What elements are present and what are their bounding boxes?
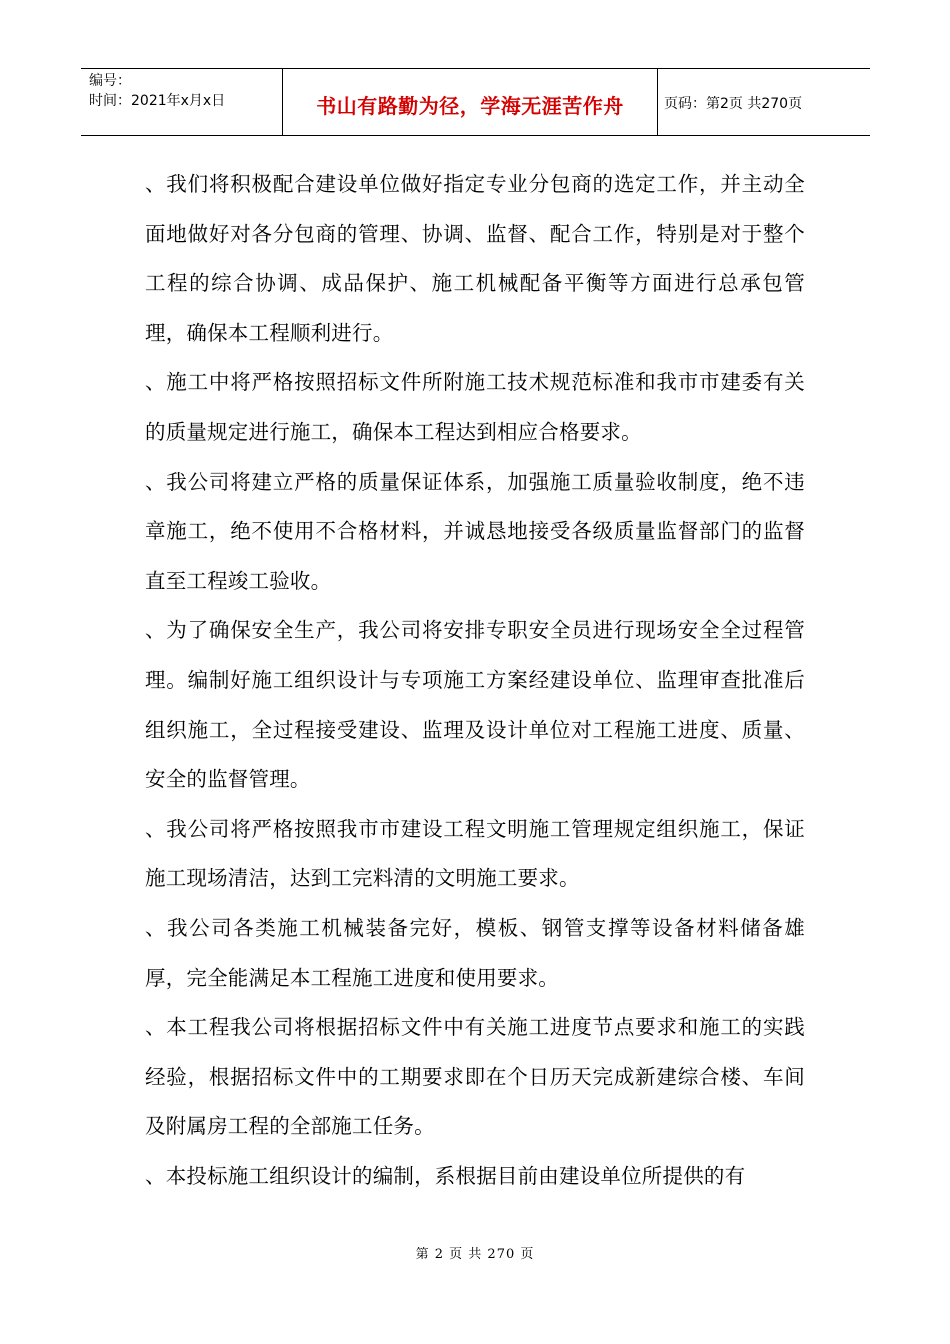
paragraph: 、我公司将建立严格的质量保证体系，加强施工质量验收制度，绝不违章施工，绝不使用不合格材料，并诚恳地接受各级质量监督部门的监督直至工程竣工验收。: [145, 469, 805, 593]
paragraph: 、我公司将严格按照我市市建设工程文明施工管理规定组织施工，保证施工现场清洁，达到工完料清的文明施工要求。: [145, 816, 805, 891]
page-header: [81, 68, 870, 136]
paragraph: 、本投标施工组织设计的编制，系根据目前由建设单位所提供的有: [145, 1163, 746, 1188]
header-meta: [81, 69, 283, 135]
paragraph: 、我公司各类施工机械装备完好，模板、钢管支撑等设备材料储备雄厚，完全能满足本工程施工进度和使用要求。: [145, 915, 805, 990]
document-time-label: 时间：2021年x月x日: [89, 93, 226, 109]
paragraph: 、施工中将严格按照招标文件所附施工技术规范标准和我市市建委有关的质量规定进行施工，确保本工程达到相应合格要求。: [145, 370, 805, 444]
document-body: [145, 160, 805, 1201]
header-motto-cell: [283, 69, 658, 135]
paragraph: 、我们将积极配合建设单位做好指定专业分包商的选定工作，并主动全面地做好对各分包商的管理、协调、监督、配合工作，特别是对于整个工程的综合协调、成品保护、施工机械配备平衡等方面进行总承包管理，确保本工程顺利进行。: [145, 172, 805, 345]
header-page-info: 页码：第2页 共270页: [664, 96, 803, 112]
header-page-info-cell: [658, 69, 870, 135]
paragraph: 、为了确保安全生产，我公司将安排专职安全员进行现场安全全过程管理。编制好施工组织设计与专项施工方案经建设单位、监理审查批准后组织施工，全过程接受建设、监理及设计单位对工程施工进度、质量、安全的监督管理。: [145, 618, 805, 792]
page-footer: [0, 1243, 950, 1262]
footer-page-number: 第 2 页 共 270 页: [415, 1247, 535, 1262]
paragraph: 、本工程我公司将根据招标文件中有关施工进度节点要求和施工的实践经验，根据招标文件中的工期要求即在个日历天完成新建综合楼、车间及附属房工程的全部施工任务。: [145, 1015, 805, 1139]
header-motto: 书山有路勤为径，学海无涯苦作舟: [316, 93, 624, 118]
document-code-label: 编号：: [89, 73, 131, 89]
